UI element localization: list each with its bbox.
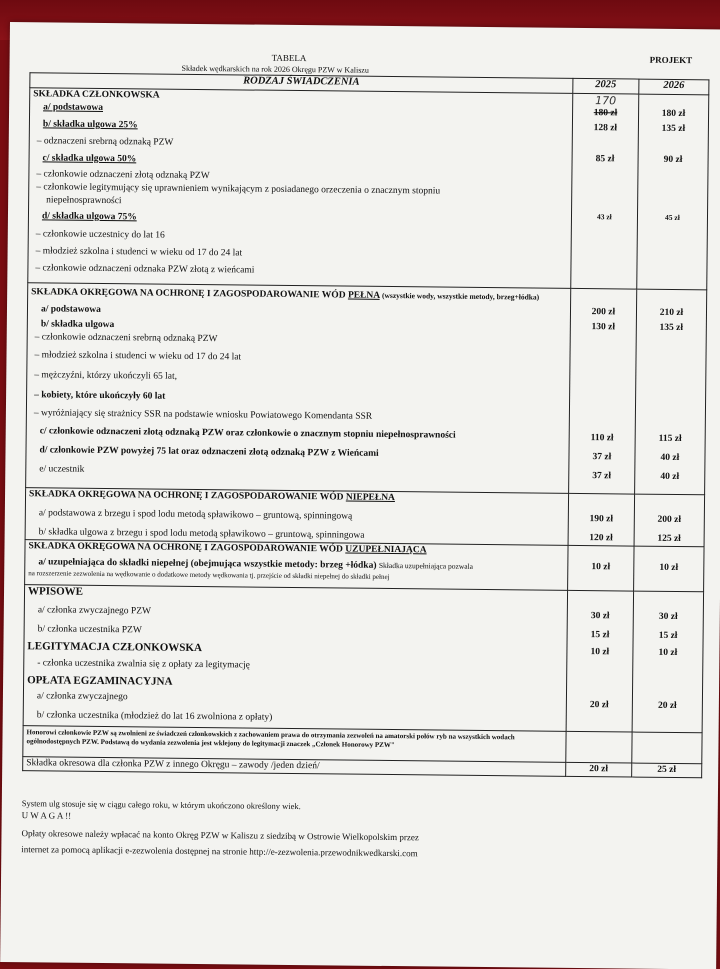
value-2025-a: 190 zł bbox=[589, 514, 614, 525]
section-title: SKŁADKA CZŁONKOWSKA bbox=[33, 89, 160, 101]
egzamin-title: OPŁATA EGZAMINACYJNA bbox=[27, 674, 173, 688]
value-2026-a: 30 zł bbox=[658, 611, 678, 623]
list-item: – odznaczeni srebrną odznaką PZW bbox=[36, 136, 174, 148]
section-skladka-czlonkowska bbox=[28, 88, 709, 290]
item-b: b/ składka ulgowa bbox=[40, 319, 115, 331]
section-title-emph: PEŁNA bbox=[347, 290, 380, 301]
list-item: – członkowie odznaczeni odznaka PZW złotą z wieńcami bbox=[35, 263, 255, 276]
list-item: – członkowie odznaczeni srebrną odznaką PZW bbox=[34, 332, 218, 345]
value-2025-b: 128 zł bbox=[593, 123, 618, 134]
legitymacja-title: LEGITYMACJA CZŁONKOWSKA bbox=[27, 640, 203, 655]
value-2026-egz: 20 zł bbox=[657, 700, 677, 712]
header-rodzaj: RODZAJ ŚWIADCZENIA bbox=[30, 73, 573, 94]
value-2026-d: 45 zł bbox=[665, 212, 680, 223]
value-2025-c: 85 zł bbox=[595, 154, 615, 165]
item-a-note-cont: na rozszerzenie zezwolenia na wędkowanie o dodatkowe metody wędkowania tj. przejście od składki niepełnej do składki pełnej bbox=[28, 569, 390, 582]
item-a: a/ podstawowa bbox=[43, 102, 104, 113]
value-2025-b: 130 zł bbox=[591, 322, 616, 333]
footer-oplaty: Opłaty okresowe należy wpłacać na konto Okręg PZW w Kaliszu z siedzibą w Ostrowie Wielkopolskim przez bbox=[21, 828, 419, 843]
value-2026-e: 40 zł bbox=[660, 471, 680, 483]
value-2026-b: 125 zł bbox=[657, 533, 681, 545]
section-skladka-uzupelniajaca bbox=[25, 540, 704, 592]
value-2026-d: 40 zł bbox=[660, 452, 680, 464]
value-2025-a: 30 zł bbox=[590, 611, 610, 622]
value-2025-a: 10 zł bbox=[591, 562, 611, 573]
list-item: – członkowie uczestnicy do lat 16 bbox=[35, 229, 165, 241]
value-2026-a: 210 zł bbox=[659, 307, 684, 319]
egzamin-b: b/ członka uczestnika (młodzież do lat 16 zwolniona z opłaty) bbox=[36, 710, 273, 723]
value-2025-leg: 10 zł bbox=[590, 647, 610, 658]
item-a: a/ podstawowa z brzegu i spod lodu metodą spławikowo – gruntową, spinningową bbox=[38, 508, 353, 522]
list-item: - członka uczestnika zwalnia się z opłaty za legitymację bbox=[37, 658, 250, 671]
value-2025-b: 15 zł bbox=[590, 630, 610, 641]
value-2025-e: 37 zł bbox=[592, 471, 612, 482]
okresowa-2026: 25 zł bbox=[657, 764, 677, 776]
section-title: WPISOWE bbox=[27, 585, 84, 598]
value-2026-b: 135 zł bbox=[659, 322, 684, 334]
item-a: a/ podstawowa bbox=[40, 304, 101, 315]
section-wpisowe bbox=[23, 585, 703, 733]
list-item: – członkowie legitymujący się uprawnieniem wynikającym z posiadanego orzeczenia o znacznym stopniu bbox=[36, 182, 441, 197]
section-title-emph: NIEPEŁNA bbox=[345, 492, 395, 504]
value-2025-d: 37 zł bbox=[592, 452, 612, 463]
section-title bbox=[31, 285, 567, 305]
handwritten-correction: 170 bbox=[595, 94, 617, 108]
item-d: d/ członkowie PZW powyżej 75 lat oraz odznaczeni złotą odznaką PZW z Wieńcami bbox=[39, 445, 379, 459]
section-title-text: SKŁADKA OKRĘGOWA NA OCHRONĘ I ZAGOSPODAROWANIE WÓD bbox=[31, 287, 346, 301]
value-2026-a: 10 zł bbox=[659, 562, 679, 574]
value-2026-c: 90 zł bbox=[663, 154, 683, 166]
document-title: TABELA bbox=[271, 52, 307, 64]
item-c: c/ członkowie odznaczeni złotą odznaką PZW oraz członkowie o znacznym stopniu niepełnosprawności bbox=[39, 426, 456, 441]
header-2026: 2026 bbox=[639, 79, 709, 95]
fee-table bbox=[22, 72, 709, 778]
list-item: – młodzież szkolna i studenci w wieku od 17 do 24 lat bbox=[35, 246, 243, 259]
list-item: – młodzież szkolna i studenci w wieku od 17 do 24 lat bbox=[34, 350, 242, 363]
value-2026-leg: 10 zł bbox=[658, 647, 678, 659]
value-2026-b: 15 zł bbox=[658, 630, 678, 642]
value-2025-b: 120 zł bbox=[589, 533, 613, 544]
value-2026-c: 115 zł bbox=[658, 433, 682, 445]
honorowi-note: Honorowi członkowie PZW są zwolnieni ze świadczeń członkowskich z zachowaniem prawa do otrzymania zezwoleń na amatorski połów ryb na wszystkich wodach ogólnodostępnych PZW. Podstawą do wydania zezwolenia jest wklejony do legitymacji znaczek „Członek Honorowy PZW" bbox=[26, 728, 515, 750]
item-b: b/ składka ulgowa z brzegu i spod lodu metodą spławikowo – gruntową, spinningowa bbox=[38, 527, 365, 541]
footer-ulgi: System ulg stosuje się w ciągu całego roku, w którym ukończono określony wiek. bbox=[21, 798, 301, 812]
okresowa-2025: 20 zł bbox=[589, 764, 609, 775]
item-b: b/ członka uczestnika PZW bbox=[37, 624, 142, 636]
document-subtitle: Składek wędkarskich na rok 2026 Okręgu PZW w Kaliszu bbox=[181, 63, 369, 75]
item-a-note: Składka uzupełniająca pozwala bbox=[378, 560, 474, 571]
value-2025-c: 110 zł bbox=[590, 433, 614, 444]
item-d: d/ składka ulgowa 75% bbox=[41, 211, 137, 223]
list-item: – kobiety, które ukończyły 60 lat bbox=[34, 390, 166, 402]
okresowa-label: Składka okresowa dla członka PZW z innego Okręgu – zawody /jeden dzień/ bbox=[26, 758, 320, 772]
value-2026-a: 200 zł bbox=[657, 514, 682, 526]
list-item-cont: niepełnosprawności bbox=[46, 195, 122, 207]
list-item: – mężczyźni, którzy ukończyli 65 lat, bbox=[34, 370, 178, 382]
value-2026-a: 180 zł bbox=[661, 108, 686, 120]
header-2025: 2025 bbox=[573, 78, 639, 94]
item-e: e/ uczestnik bbox=[39, 464, 85, 475]
section-title-emph: UZUPEŁNIAJĄCA bbox=[345, 544, 427, 556]
value-2025-a: 180 zł bbox=[593, 108, 618, 119]
egzamin-a: a/ członka zwyczajnego bbox=[36, 691, 128, 703]
projekt-label: PROJEKT bbox=[649, 54, 693, 66]
footer-uwaga: U W A G A !! bbox=[21, 810, 72, 821]
item-b: b/ składka ulgowa 25% bbox=[42, 119, 138, 131]
value-2025-a: 200 zł bbox=[591, 307, 616, 318]
item-c: c/ składka ulgowa 50% bbox=[42, 153, 137, 165]
list-item: – wyróżniający się strażnicy SSR na podstawie wniosku Powiatowego Komendanta SSR bbox=[33, 408, 373, 422]
value-2026-b: 135 zł bbox=[661, 123, 686, 135]
section-title-text: SKŁADKA OKRĘGOWA NA OCHRONĘ I ZAGOSPODAROWANIE WÓD bbox=[29, 489, 344, 503]
section-skladka-niepelna bbox=[25, 488, 705, 547]
item-a: a/ członka zwyczajnego PZW bbox=[37, 605, 152, 617]
list-item: – członkowie odznaczeni złotą odznaką PZW bbox=[36, 169, 210, 182]
section-skladka-pelna bbox=[26, 283, 707, 495]
item-a-text: a/ uzupełniająca do składki niepełnej (obejmująca wszystkie metody: brzeg +łódka) bbox=[38, 557, 377, 571]
document-page bbox=[0, 22, 720, 969]
value-2025-egz: 20 zł bbox=[589, 700, 609, 711]
footer-internet: internet za pomocą aplikacji e-zezwolenia dostępnej na stronie http://e-zezwolenia.przewodnikwedkarski.com bbox=[21, 844, 418, 859]
section-title-text: SKŁADKA OKRĘGOWA NA OCHRONĘ I ZAGOSPODAROWANIE WÓD bbox=[28, 541, 343, 555]
section-title-note: (wszystkie wody, wszystkie metody, brzeg+łódka) bbox=[381, 290, 540, 302]
value-2025-d: 43 zł bbox=[596, 212, 612, 222]
